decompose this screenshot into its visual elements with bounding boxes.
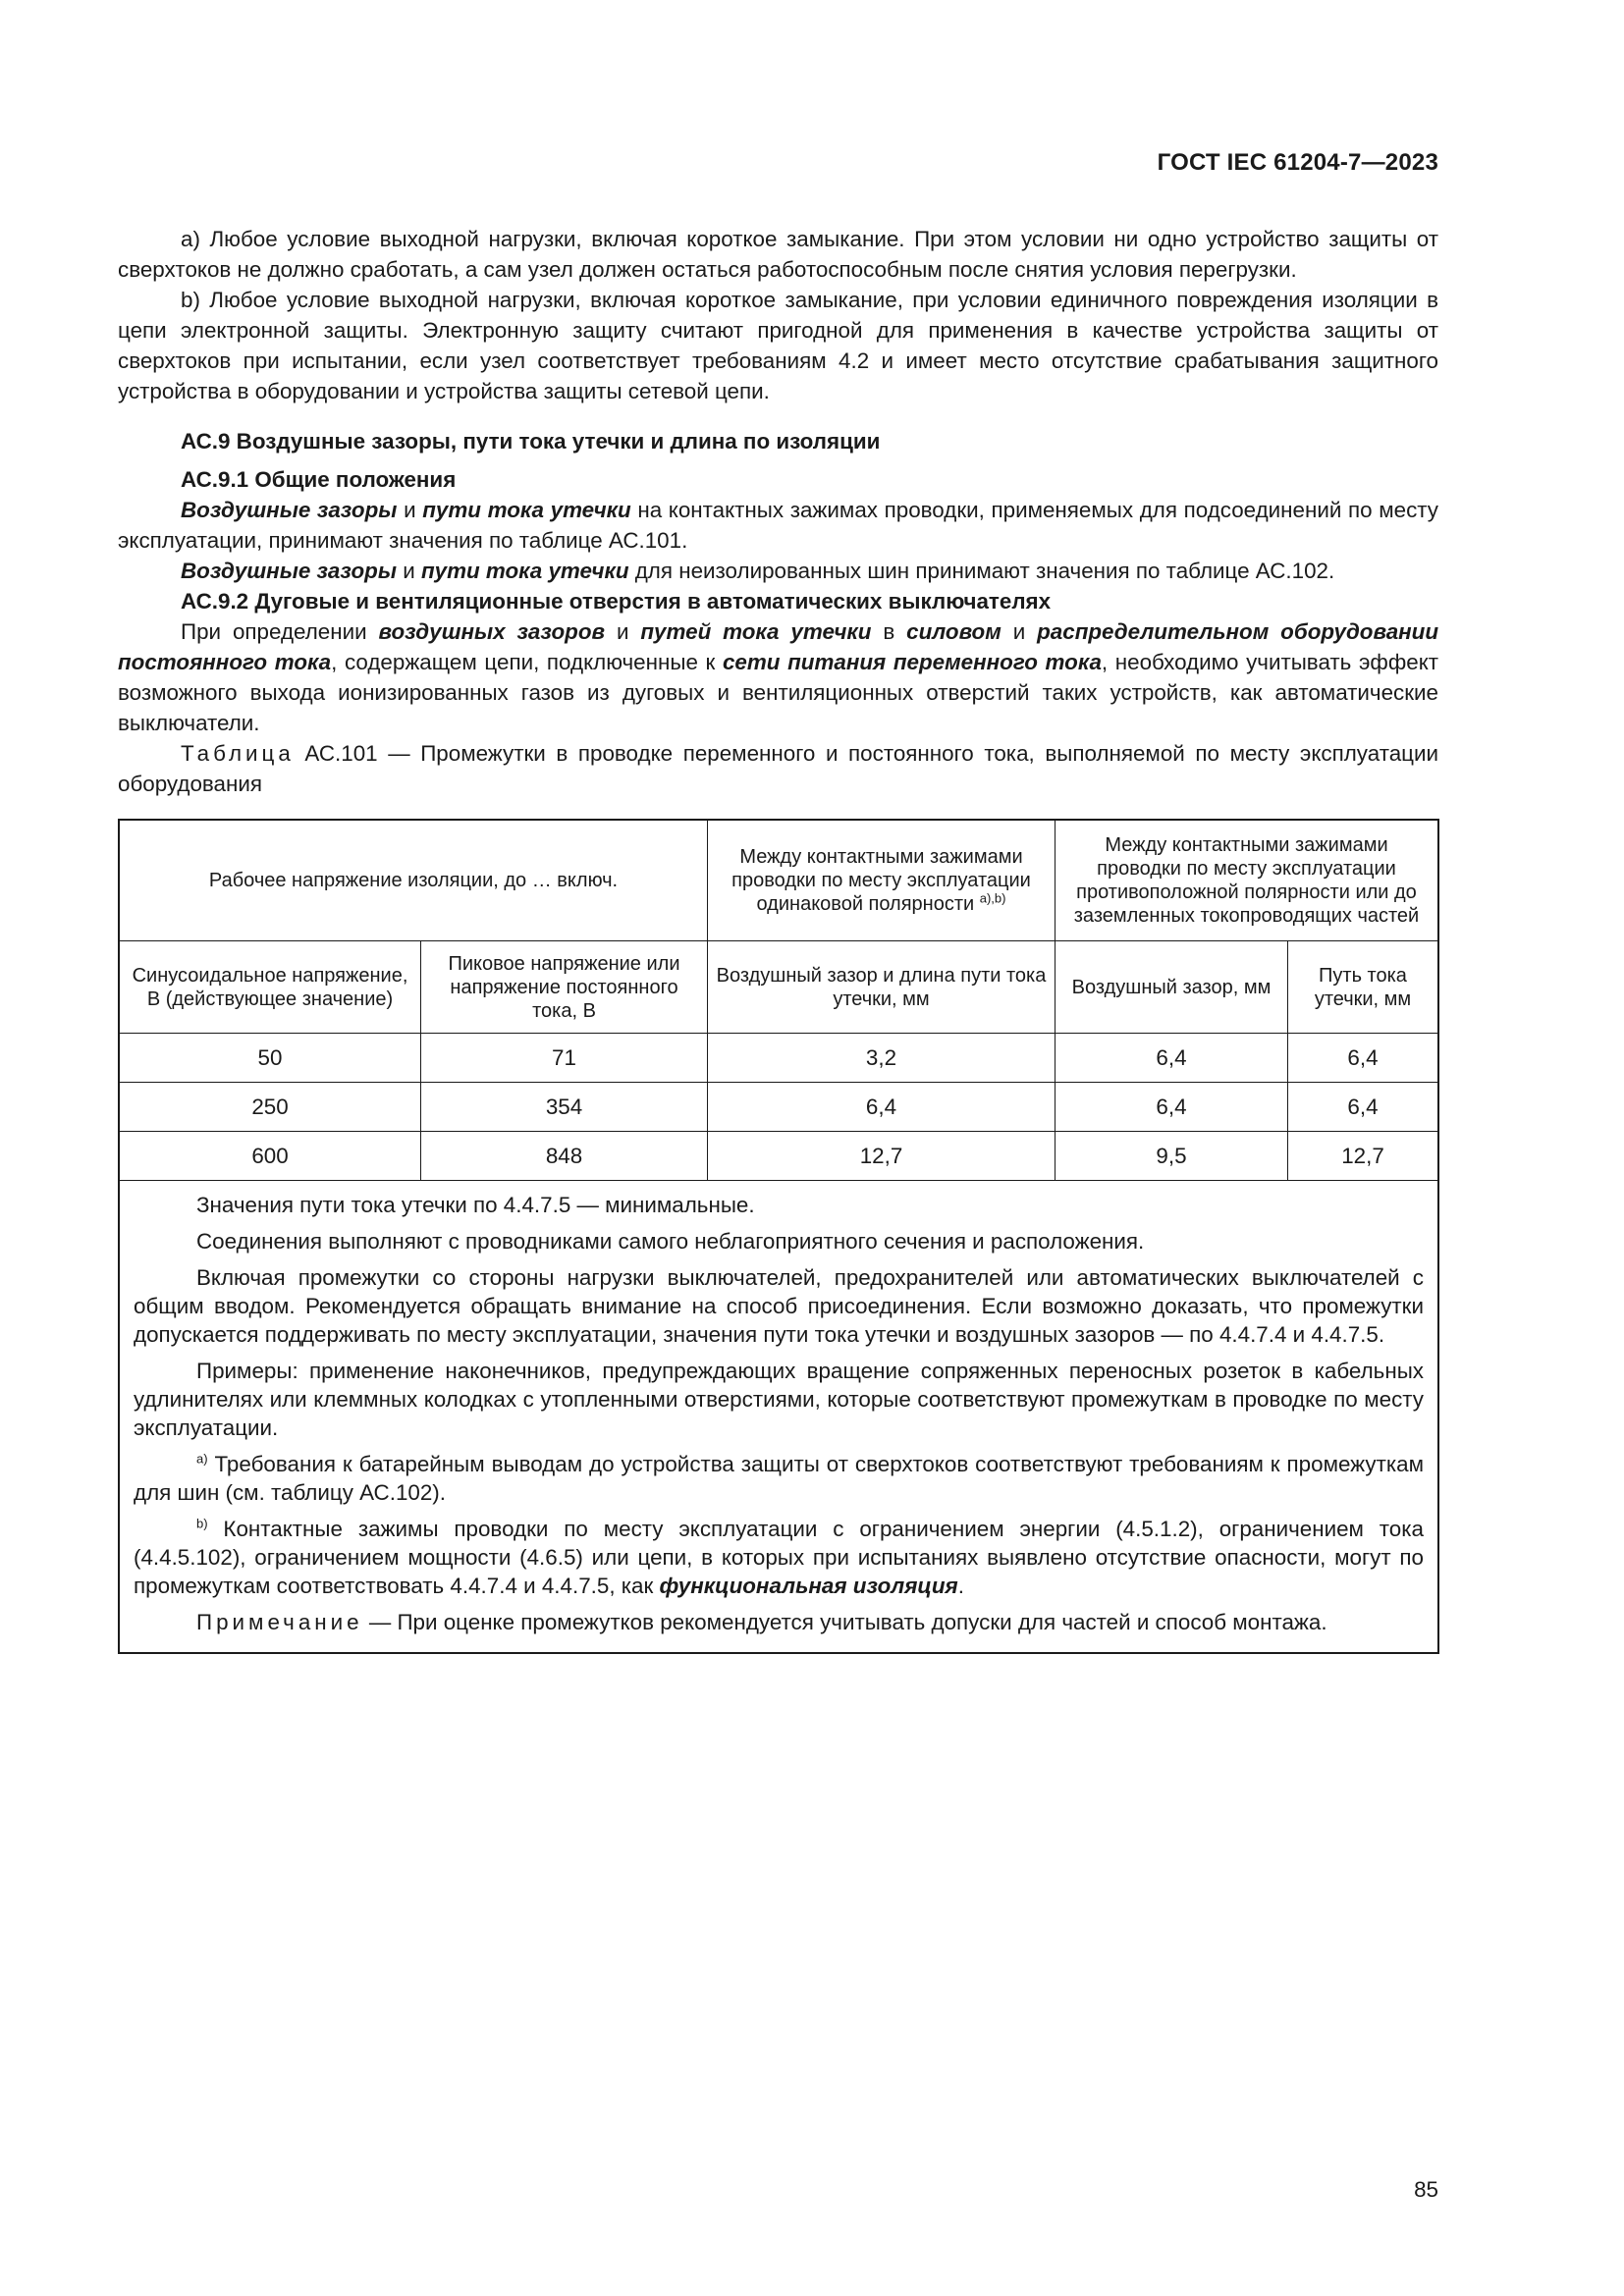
table-header-row xyxy=(119,820,1438,941)
table-row: 250 354 6,4 6,4 6,4 xyxy=(119,1083,1438,1132)
document-id: ГОСТ IEC 61204-7—2023 xyxy=(1157,149,1438,176)
paragraph-ac91-2: Воздушные зазоры и пути тока утечки для неизолированных шин принимают значения по таблице АС.102. xyxy=(181,559,1335,583)
remark-word: Примечание xyxy=(196,1610,363,1634)
paragraph-ac92: При определении воздушных зазоров и путей тока утечки в силовом и распределительном оборудовании постоянного тока, содержащем цепи, подключенные к сети питания переменного тока, необходимо учитывать эффект возможного выхода ионизированных газов из дуговых и вентиляционных отверстий таких устройств, как автоматические выключатели. xyxy=(118,619,1439,735)
header-working-voltage: Рабочее напряжение изоляции, до … включ. xyxy=(119,820,708,941)
note-2: Соединения выполняют с проводниками самого неблагоприятного сечения и расположения. xyxy=(196,1229,1145,1254)
term-clearances: Воздушные зазоры xyxy=(181,498,398,522)
term-creepage: пути тока утечки xyxy=(422,498,631,522)
table-remark: Примечание — При оценке промежутков рекомендуется учитывать допуски для частей и способ монтажа. xyxy=(196,1610,1327,1634)
table-subheader-row xyxy=(119,941,1438,1034)
subsection-ac92-title: АС.9.2 Дуговые и вентиляционные отверстия в автоматических выключателях xyxy=(181,589,1052,614)
subheader-peak: Пиковое напряжение или напряжение постоянного тока, В xyxy=(421,941,708,1034)
subheader-creepage: Путь тока утечки, мм xyxy=(1288,941,1439,1034)
paragraph-a: a) Любое условие выходной нагрузки, включая короткое замыкание. При этом условии ни одно устройство защиты от сверхтоков не должно сработать, а сам узел должен остаться работоспособным после снятия условия перегрузки. xyxy=(118,227,1438,282)
paragraph-ac91-1: Воздушные зазоры и пути тока утечки на контактных зажимах проводки, применяемых для подсоединений по месту эксплуатации, принимают значения по таблице АС.101. xyxy=(118,498,1438,553)
subheader-sinusoidal: Синусоидальное напряжение, В (действующее значение) xyxy=(119,941,421,1034)
page-content xyxy=(118,224,1438,1654)
header-opposite-polarity: Между контактными зажимами проводки по месту эксплуатации противоположной полярности или до заземленных токопроводящих частей xyxy=(1056,820,1439,941)
term-clearances: Воздушные зазоры xyxy=(181,559,397,583)
paragraph-b: b) Любое условие выходной нагрузки, включая короткое замыкание, при условии единичного повреждения изоляции в цепи электронной защиты. Электронную защиту считают пригодной для применения в качестве устройства защиты от сверхтоков при испытании, если узел соответствует требованиям 4.2 и имеет место отсутствие срабатывания защитного устройства в оборудовании и устройства защиты сетевой цепи. xyxy=(118,288,1438,403)
footnote-a: $^{a)}$ Требования к батарейным выводам до устройства защиты от сверхтоков соответствуют требованиям к промежуткам для шин (см. таблицу АС.102). xyxy=(134,1451,1424,1505)
note-4: Примеры: применение наконечников, предупреждающих вращение сопряженных переносных розеток в кабельных удлинителях или клеммных колодках с утопленными отверстиями, которые соответствуют промежуткам в проводке по месту эксплуатации. xyxy=(134,1359,1424,1440)
table-caption-word: Таблица xyxy=(181,741,295,766)
page-number: 85 xyxy=(1414,2177,1438,2202)
footnote-b: $^{b)}$ Контактные зажимы проводки по месту эксплуатации с ограничением энергии (4.5.1.2), ограничением тока (4.4.5.102), ограничением мощности (4.6.5) или цепи, в которых при испытаниях выявлено отсутствие опасности, могут по промежуткам соответствовать 4.4.7.4 и 4.4.7.5, как функциональная изоляция. xyxy=(134,1516,1424,1598)
table-notes-row xyxy=(119,1181,1438,1654)
subsection-ac91-title: АС.9.1 Общие положения xyxy=(181,467,457,492)
note-3: Включая промежутки со стороны нагрузки выключателей, предохранителей или автоматических выключателей с общим вводом. Рекомендуется обращать внимание на способ присоединения. Если возможно доказать, что промежутки допускается поддерживать по месту эксплуатации, значения пути тока утечки и воздушных зазоров — по 4.4.7.4 и 4.4.7.5. xyxy=(134,1265,1424,1347)
subheader-clearance: Воздушный зазор, мм xyxy=(1056,941,1288,1034)
header-same-polarity: Между контактными зажимами проводки по месту эксплуатации одинаковой полярности $^{a),b)}$ xyxy=(708,820,1056,941)
section-ac9-title: АС.9 Воздушные зазоры, пути тока утечки и длина по изоляции xyxy=(181,429,881,454)
note-1: Значения пути тока утечки по 4.4.7.5 — минимальные. xyxy=(196,1193,755,1217)
table-notes xyxy=(119,1181,1438,1654)
subheader-clearance-creepage: Воздушный зазор и длина пути тока утечки, мм xyxy=(708,941,1056,1034)
table-row: 600 848 12,7 9,5 12,7 xyxy=(119,1132,1438,1181)
table-row: 50 71 3,2 6,4 6,4 xyxy=(119,1034,1438,1083)
table-caption: Таблица АС.101 — Промежутки в проводке переменного и постоянного тока, выполняемой по месту эксплуатации оборудования xyxy=(118,741,1438,796)
table-ac101 xyxy=(118,819,1439,1654)
term-creepage: пути тока утечки xyxy=(420,559,629,583)
